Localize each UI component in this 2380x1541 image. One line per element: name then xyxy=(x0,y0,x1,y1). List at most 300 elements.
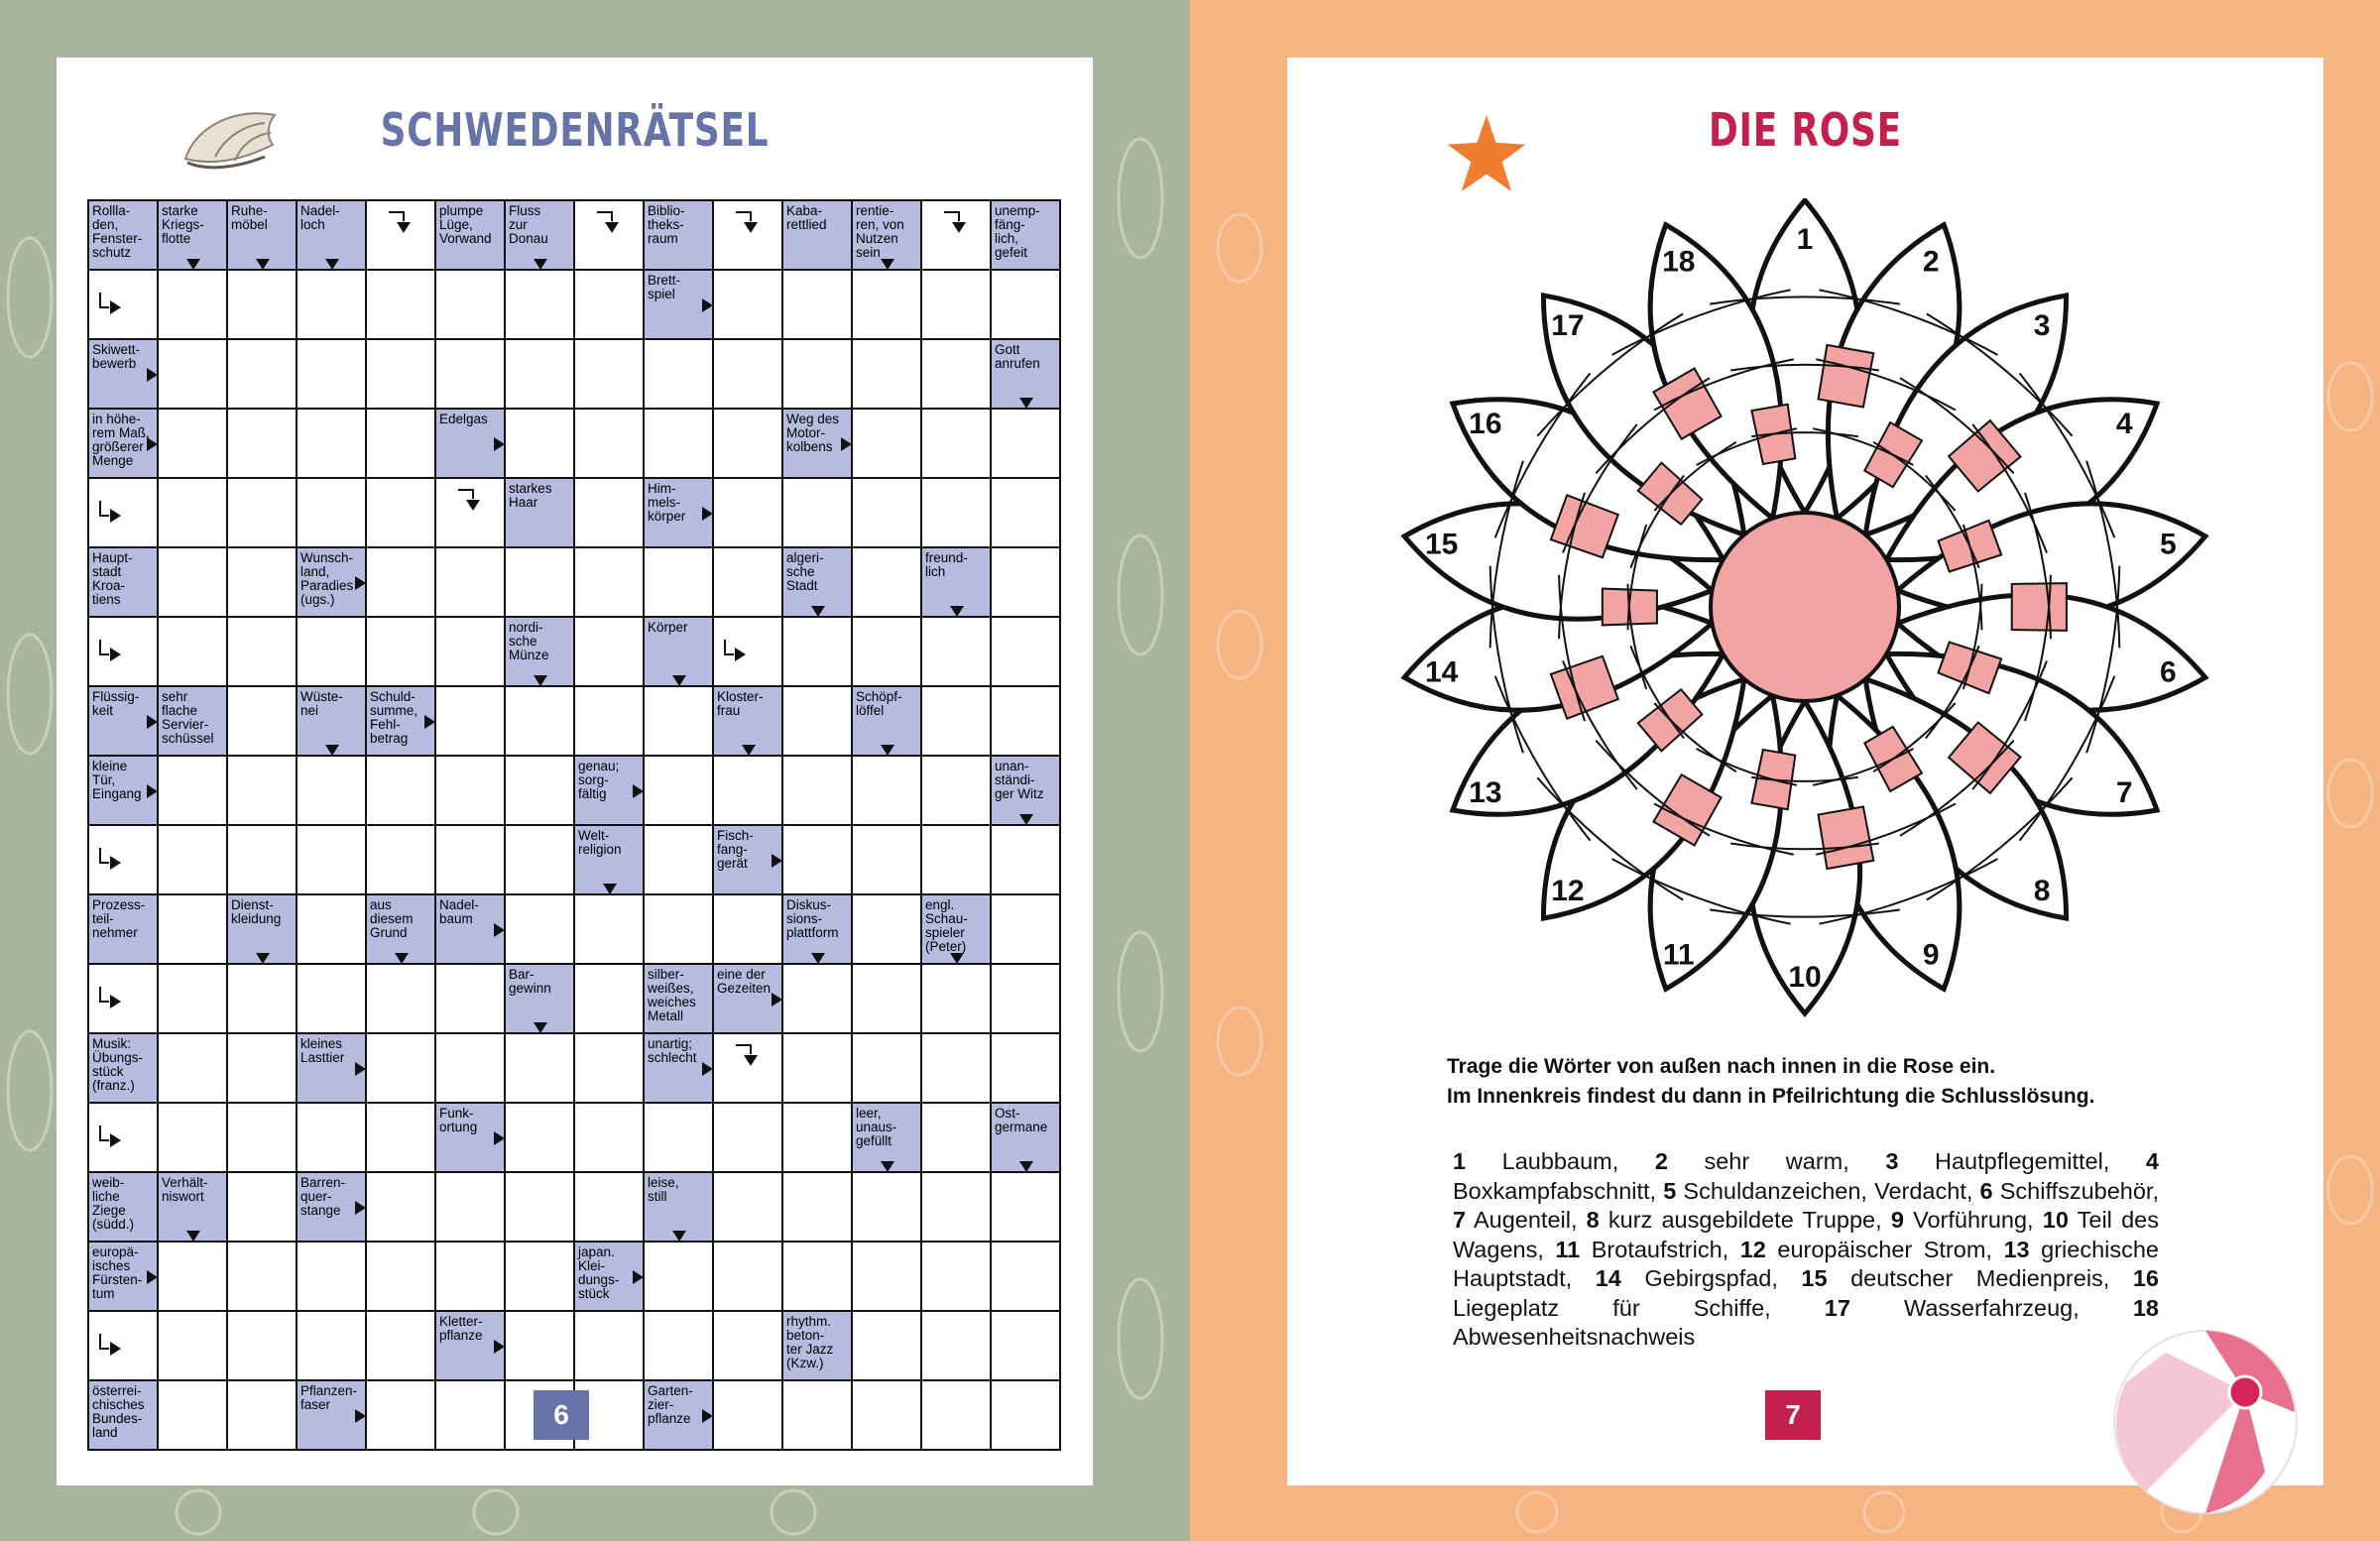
answer-cell[interactable] xyxy=(575,1104,645,1173)
bent-arrow-down-icon xyxy=(736,1044,752,1054)
clue-cell xyxy=(853,687,922,757)
clue-text: Gebirgspfad, xyxy=(1620,1265,1802,1291)
answer-cell[interactable] xyxy=(714,1381,783,1451)
answer-cell[interactable] xyxy=(298,895,367,965)
answer-cell[interactable] xyxy=(714,1173,783,1243)
answer-cell[interactable] xyxy=(992,687,1061,757)
answer-cell[interactable] xyxy=(159,1104,228,1173)
answer-cell[interactable] xyxy=(853,340,922,410)
answer-cell[interactable] xyxy=(714,201,783,271)
clue-number: 9 xyxy=(1890,1207,1904,1233)
clue-cell xyxy=(298,1034,367,1104)
answer-cell[interactable] xyxy=(575,479,645,548)
answer-cell[interactable] xyxy=(228,687,298,757)
answer-cell[interactable] xyxy=(228,1104,298,1173)
answer-cell[interactable] xyxy=(159,1312,228,1381)
answer-cell[interactable] xyxy=(922,826,992,895)
bent-arrow-right-icon xyxy=(99,1126,109,1141)
clue-number: 14 xyxy=(1595,1265,1621,1291)
answer-cell[interactable] xyxy=(367,826,436,895)
answer-cell[interactable] xyxy=(783,1034,853,1104)
answer-cell[interactable] xyxy=(436,1034,506,1104)
clue-text: Skiwett- bewerb xyxy=(92,342,141,371)
answer-cell[interactable] xyxy=(853,1381,922,1451)
answer-cell[interactable] xyxy=(367,1381,436,1451)
answer-cell[interactable] xyxy=(992,1034,1061,1104)
answer-cell[interactable] xyxy=(853,410,922,479)
clue-number: 16 xyxy=(2132,1265,2159,1291)
clue-text: Wunsch- land, Paradies (ugs.) xyxy=(300,550,354,607)
answer-cell[interactable] xyxy=(575,548,645,618)
answer-cell[interactable] xyxy=(992,826,1061,895)
answer-cell[interactable] xyxy=(367,965,436,1034)
answer-cell[interactable] xyxy=(506,826,575,895)
answer-cell[interactable] xyxy=(159,548,228,618)
clue-number: 12 xyxy=(1739,1236,1766,1262)
answer-cell[interactable] xyxy=(992,1312,1061,1381)
answer-cell[interactable] xyxy=(228,618,298,687)
answer-cell[interactable] xyxy=(298,618,367,687)
answer-cell[interactable] xyxy=(783,687,853,757)
answer-cell[interactable] xyxy=(367,340,436,410)
clue-text: Bar- gewinn xyxy=(509,967,551,996)
answer-cell[interactable] xyxy=(436,1173,506,1243)
clue-cell xyxy=(645,965,714,1034)
arrow-down-icon xyxy=(950,606,964,617)
arrow-down-icon xyxy=(603,884,617,894)
answer-cell[interactable] xyxy=(159,826,228,895)
answer-cell[interactable] xyxy=(645,757,714,826)
answer-cell[interactable] xyxy=(367,1243,436,1312)
clue-text: Musik: Übungs- stück (franz.) xyxy=(92,1036,144,1093)
clue-text: plumpe Lüge, Vorwand xyxy=(439,203,492,246)
clue-text: in höhe- rem Maß, größerer Menge xyxy=(92,412,150,468)
answer-cell[interactable] xyxy=(298,965,367,1034)
answer-cell[interactable] xyxy=(853,271,922,340)
clue-cell xyxy=(645,618,714,687)
answer-cell[interactable] xyxy=(367,410,436,479)
clue-text: Nadel- loch xyxy=(300,203,340,232)
petal-number: 12 xyxy=(1551,874,1585,907)
answer-cell[interactable] xyxy=(367,1104,436,1173)
answer-cell[interactable] xyxy=(922,271,992,340)
answer-cell[interactable] xyxy=(436,479,506,548)
answer-cell[interactable] xyxy=(159,410,228,479)
answer-cell[interactable] xyxy=(575,895,645,965)
answer-cell[interactable] xyxy=(922,965,992,1034)
clue-cell xyxy=(992,201,1061,271)
arrow-down-icon xyxy=(256,259,270,270)
clue-number: 7 xyxy=(1453,1207,1467,1233)
arrow-down-icon xyxy=(534,675,547,686)
clue-text: leise, still xyxy=(648,1175,679,1204)
clue-text: Schuldanzeichen, Verdacht, xyxy=(1676,1177,1980,1204)
clue-cell xyxy=(89,1381,159,1451)
answer-cell[interactable] xyxy=(922,340,992,410)
answer-cell[interactable] xyxy=(783,1381,853,1451)
answer-cell[interactable] xyxy=(506,687,575,757)
answer-cell[interactable] xyxy=(922,1243,992,1312)
answer-cell[interactable] xyxy=(853,826,922,895)
answer-cell[interactable] xyxy=(714,895,783,965)
answer-cell[interactable] xyxy=(89,965,159,1034)
clue-cell xyxy=(783,201,853,271)
answer-cell[interactable] xyxy=(783,479,853,548)
answer-cell[interactable] xyxy=(714,340,783,410)
clue-text: Garten- zier- pflanze xyxy=(648,1383,693,1426)
clue-cell xyxy=(714,687,783,757)
answer-cell[interactable] xyxy=(922,410,992,479)
answer-cell[interactable] xyxy=(367,757,436,826)
answer-cell[interactable] xyxy=(783,757,853,826)
clue-cell xyxy=(159,1173,228,1243)
answer-cell[interactable] xyxy=(228,479,298,548)
answer-cell[interactable] xyxy=(159,618,228,687)
answer-cell[interactable] xyxy=(228,1381,298,1451)
bent-arrow-down-icon xyxy=(736,211,752,221)
clue-text: Welt- religion xyxy=(578,828,622,857)
answer-cell[interactable] xyxy=(783,1173,853,1243)
answer-cell[interactable] xyxy=(714,1312,783,1381)
answer-cell[interactable] xyxy=(645,1104,714,1173)
answer-cell[interactable] xyxy=(298,1312,367,1381)
answer-cell[interactable] xyxy=(228,271,298,340)
arrow-right-icon xyxy=(147,784,158,798)
clue-cell xyxy=(922,548,992,618)
answer-cell[interactable] xyxy=(89,479,159,548)
answer-cell[interactable] xyxy=(506,410,575,479)
clue-cell xyxy=(228,895,298,965)
left-page xyxy=(57,58,1093,1485)
answer-cell[interactable] xyxy=(506,340,575,410)
answer-cell[interactable] xyxy=(922,201,992,271)
answer-cell[interactable] xyxy=(436,1381,506,1451)
arrow-down-icon xyxy=(881,259,894,270)
answer-cell[interactable] xyxy=(228,826,298,895)
clue-text: rhythm. beton- ter Jazz (Kzw.) xyxy=(786,1314,834,1370)
arrow-down-icon xyxy=(1019,398,1033,409)
answer-cell[interactable] xyxy=(575,687,645,757)
clue-text: Schöpf- löffel xyxy=(856,689,902,718)
answer-cell[interactable] xyxy=(575,618,645,687)
petal-number: 11 xyxy=(1662,938,1695,972)
answer-cell[interactable] xyxy=(992,965,1061,1034)
answer-cell[interactable] xyxy=(367,548,436,618)
clue-text: Kaba- rettlied xyxy=(786,203,827,232)
answer-cell[interactable] xyxy=(367,271,436,340)
answer-cell[interactable] xyxy=(159,340,228,410)
answer-cell[interactable] xyxy=(992,895,1061,965)
answer-cell[interactable] xyxy=(853,548,922,618)
answer-cell[interactable] xyxy=(645,826,714,895)
clue-text: Him- mels- körper xyxy=(648,481,686,524)
rose-clue-list xyxy=(1453,1147,2159,1353)
answer-cell[interactable] xyxy=(159,271,228,340)
clue-text: österrei- chisches Bundes- land xyxy=(92,1383,145,1440)
answer-cell[interactable] xyxy=(575,201,645,271)
clue-text: Dienst- kleidung xyxy=(231,897,282,926)
clue-text: Abwesenheitsnachweis xyxy=(1453,1324,1696,1350)
answer-cell[interactable] xyxy=(228,340,298,410)
answer-cell[interactable] xyxy=(436,826,506,895)
clue-text: Edelgas xyxy=(439,412,488,426)
clue-cell xyxy=(645,479,714,548)
answer-cell[interactable] xyxy=(645,895,714,965)
answer-cell[interactable] xyxy=(645,687,714,757)
answer-cell[interactable] xyxy=(506,271,575,340)
answer-cell[interactable] xyxy=(575,340,645,410)
clue-cell xyxy=(922,895,992,965)
answer-cell[interactable] xyxy=(575,1173,645,1243)
clue-text: Haupt- stadt Kroa- tiens xyxy=(92,550,133,607)
clue-cell xyxy=(436,1104,506,1173)
answer-cell[interactable] xyxy=(922,1381,992,1451)
clue-cell xyxy=(714,965,783,1034)
answer-cell[interactable] xyxy=(575,410,645,479)
answer-cell[interactable] xyxy=(783,340,853,410)
answer-cell[interactable] xyxy=(992,410,1061,479)
answer-cell[interactable] xyxy=(714,1104,783,1173)
answer-cell[interactable] xyxy=(783,618,853,687)
arrow-down-icon xyxy=(1019,1161,1033,1172)
answer-cell[interactable] xyxy=(992,1173,1061,1243)
clue-text: kurz ausgebildete Truppe, xyxy=(1599,1207,1891,1233)
answer-cell[interactable] xyxy=(992,271,1061,340)
clue-number: 17 xyxy=(1824,1294,1850,1321)
bent-arrow-right-icon xyxy=(99,848,109,864)
answer-cell[interactable] xyxy=(714,271,783,340)
clue-text: unemp- fäng- lich, gefeit xyxy=(995,203,1040,260)
answer-cell[interactable] xyxy=(575,1034,645,1104)
answer-cell[interactable] xyxy=(714,1034,783,1104)
answer-cell[interactable] xyxy=(298,1243,367,1312)
answer-cell[interactable] xyxy=(506,1312,575,1381)
arrow-right-icon xyxy=(494,923,505,937)
answer-cell[interactable] xyxy=(367,618,436,687)
answer-cell[interactable] xyxy=(922,1104,992,1173)
answer-cell[interactable] xyxy=(922,1312,992,1381)
answer-cell[interactable] xyxy=(853,965,922,1034)
answer-cell[interactable] xyxy=(228,1312,298,1381)
page-number: 6 xyxy=(534,1390,589,1440)
answer-cell[interactable] xyxy=(506,548,575,618)
answer-cell[interactable] xyxy=(714,410,783,479)
clue-text: europä- isches Fürsten- tum xyxy=(92,1245,143,1301)
answer-cell[interactable] xyxy=(853,618,922,687)
answer-cell[interactable] xyxy=(853,479,922,548)
answer-cell[interactable] xyxy=(367,1034,436,1104)
petal-number: 13 xyxy=(1469,776,1502,809)
answer-cell[interactable] xyxy=(436,1243,506,1312)
bent-arrow-down-icon xyxy=(389,211,405,221)
arrow-right-icon xyxy=(772,854,782,868)
answer-cell[interactable] xyxy=(367,1312,436,1381)
answer-cell[interactable] xyxy=(89,618,159,687)
clue-text: griechische Hauptstadt, xyxy=(1453,1236,2160,1291)
rose-highlight-cell xyxy=(1819,345,1874,407)
crossword-grid xyxy=(87,199,1061,1451)
clue-cell xyxy=(992,340,1061,410)
answer-cell[interactable] xyxy=(922,479,992,548)
answer-cell[interactable] xyxy=(922,618,992,687)
answer-cell[interactable] xyxy=(298,826,367,895)
answer-cell[interactable] xyxy=(89,271,159,340)
answer-cell[interactable] xyxy=(714,757,783,826)
rose-center-circle[interactable] xyxy=(1711,513,1899,701)
answer-cell[interactable] xyxy=(228,965,298,1034)
answer-cell[interactable] xyxy=(992,1381,1061,1451)
answer-cell[interactable] xyxy=(159,965,228,1034)
arrow-down-icon xyxy=(881,745,894,756)
clue-cell xyxy=(367,895,436,965)
answer-cell[interactable] xyxy=(159,1381,228,1451)
answer-cell[interactable] xyxy=(506,1034,575,1104)
clue-text: leer, unaus- gefüllt xyxy=(856,1106,897,1148)
answer-cell[interactable] xyxy=(575,271,645,340)
answer-cell[interactable] xyxy=(853,895,922,965)
answer-cell[interactable] xyxy=(575,1312,645,1381)
answer-cell[interactable] xyxy=(714,548,783,618)
clue-number: 13 xyxy=(2003,1236,2030,1262)
clue-text: nordi- sche Münze xyxy=(509,620,549,662)
clue-cell xyxy=(89,340,159,410)
arrow-down-icon xyxy=(1019,814,1033,825)
answer-cell[interactable] xyxy=(714,618,783,687)
petal-number: 14 xyxy=(1424,655,1459,689)
answer-cell[interactable] xyxy=(506,1243,575,1312)
answer-cell[interactable] xyxy=(159,895,228,965)
answer-cell[interactable] xyxy=(159,1034,228,1104)
answer-cell[interactable] xyxy=(298,410,367,479)
answer-cell[interactable] xyxy=(159,757,228,826)
arrow-down-icon xyxy=(672,1231,686,1242)
answer-cell[interactable] xyxy=(506,757,575,826)
clue-text: Wüste- nei xyxy=(300,689,343,718)
answer-cell[interactable] xyxy=(853,1034,922,1104)
petal-number: 2 xyxy=(1922,245,1940,279)
answer-cell[interactable] xyxy=(367,1173,436,1243)
clue-cell xyxy=(575,757,645,826)
answer-cell[interactable] xyxy=(89,826,159,895)
clue-text: Hautpflegemittel, xyxy=(1898,1148,2146,1174)
answer-cell[interactable] xyxy=(436,687,506,757)
answer-cell[interactable] xyxy=(783,271,853,340)
petal-number: 3 xyxy=(2033,309,2051,343)
answer-cell[interactable] xyxy=(89,1104,159,1173)
answer-cell[interactable] xyxy=(298,271,367,340)
answer-cell[interactable] xyxy=(783,826,853,895)
answer-cell[interactable] xyxy=(506,895,575,965)
clue-cell xyxy=(645,1381,714,1451)
answer-cell[interactable] xyxy=(367,201,436,271)
clue-text: Diskus- sions- plattform xyxy=(786,897,839,940)
answer-cell[interactable] xyxy=(992,479,1061,548)
bent-arrow-right-icon xyxy=(99,987,109,1003)
petal-number: 6 xyxy=(2160,655,2177,689)
petal-number: 4 xyxy=(2115,408,2133,440)
clue-text: aus diesem Grund xyxy=(370,897,414,940)
petal-number: 5 xyxy=(2160,528,2177,561)
answer-cell[interactable] xyxy=(228,1173,298,1243)
answer-cell[interactable] xyxy=(992,618,1061,687)
answer-cell[interactable] xyxy=(783,965,853,1034)
arrow-down-icon xyxy=(811,606,825,617)
answer-cell[interactable] xyxy=(436,340,506,410)
clue-cell xyxy=(714,826,783,895)
clue-cell xyxy=(298,687,367,757)
answer-cell[interactable] xyxy=(228,1034,298,1104)
answer-cell[interactable] xyxy=(992,548,1061,618)
answer-cell[interactable] xyxy=(228,410,298,479)
arrow-right-icon xyxy=(702,507,713,521)
answer-cell[interactable] xyxy=(228,1243,298,1312)
answer-cell[interactable] xyxy=(159,1243,228,1312)
answer-cell[interactable] xyxy=(922,1173,992,1243)
clue-cell xyxy=(783,1312,853,1381)
answer-cell[interactable] xyxy=(298,757,367,826)
answer-cell[interactable] xyxy=(436,618,506,687)
answer-cell[interactable] xyxy=(645,340,714,410)
clue-cell xyxy=(228,201,298,271)
answer-cell[interactable] xyxy=(645,1243,714,1312)
answer-cell[interactable] xyxy=(853,1243,922,1312)
clue-text: rentie- ren, von Nutzen sein xyxy=(856,203,904,260)
answer-cell[interactable] xyxy=(922,1034,992,1104)
page-title-rose: DIE ROSE xyxy=(1709,103,1902,157)
answer-cell[interactable] xyxy=(575,965,645,1034)
clue-cell xyxy=(436,410,506,479)
clue-cell xyxy=(367,687,436,757)
answer-cell[interactable] xyxy=(714,1243,783,1312)
answer-cell[interactable] xyxy=(783,1104,853,1173)
answer-cell[interactable] xyxy=(228,548,298,618)
clue-cell xyxy=(89,1243,159,1312)
answer-cell[interactable] xyxy=(992,1243,1061,1312)
answer-cell[interactable] xyxy=(853,757,922,826)
clue-number: 5 xyxy=(1663,1177,1677,1204)
clue-number: 11 xyxy=(1555,1236,1581,1262)
arrow-down-icon xyxy=(672,675,686,686)
answer-cell[interactable] xyxy=(298,340,367,410)
answer-cell[interactable] xyxy=(783,1243,853,1312)
clue-cell xyxy=(645,201,714,271)
answer-cell[interactable] xyxy=(298,479,367,548)
answer-cell[interactable] xyxy=(645,548,714,618)
answer-cell[interactable] xyxy=(298,1104,367,1173)
answer-cell[interactable] xyxy=(922,757,992,826)
clue-number: 8 xyxy=(1586,1207,1600,1233)
answer-cell[interactable] xyxy=(367,479,436,548)
answer-cell[interactable] xyxy=(714,479,783,548)
answer-cell[interactable] xyxy=(159,479,228,548)
answer-cell[interactable] xyxy=(853,1173,922,1243)
answer-cell[interactable] xyxy=(228,757,298,826)
answer-cell[interactable] xyxy=(506,1173,575,1243)
answer-cell[interactable] xyxy=(436,757,506,826)
answer-cell[interactable] xyxy=(506,1104,575,1173)
answer-cell[interactable] xyxy=(645,410,714,479)
clue-cell xyxy=(89,757,159,826)
answer-cell[interactable] xyxy=(436,271,506,340)
answer-cell[interactable] xyxy=(853,1312,922,1381)
answer-cell[interactable] xyxy=(922,687,992,757)
arrow-down-icon xyxy=(256,953,270,964)
clue-text: kleines Lasttier xyxy=(300,1036,345,1065)
answer-cell[interactable] xyxy=(436,548,506,618)
answer-cell[interactable] xyxy=(89,1312,159,1381)
answer-cell[interactable] xyxy=(645,1312,714,1381)
answer-cell[interactable] xyxy=(436,965,506,1034)
